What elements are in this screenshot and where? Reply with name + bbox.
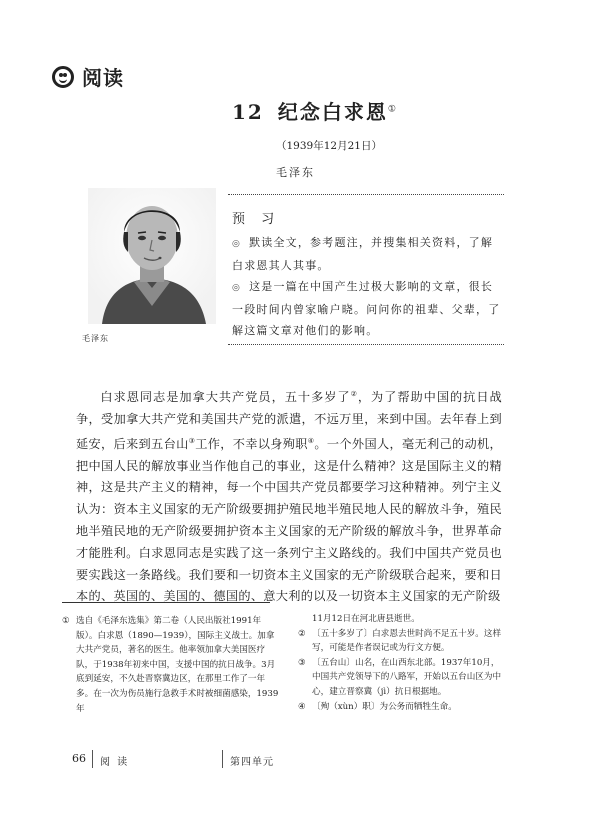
preview-item-text: 默读全文，参考题注，并搜集相关资料，了解白求恩其人其事。	[232, 236, 494, 272]
footnote-entry	[298, 627, 508, 656]
footnote-entry	[62, 614, 282, 716]
date-line: （1939年12月21日）	[276, 140, 382, 152]
preview-item-2	[232, 276, 502, 341]
author-name: 毛泽东	[276, 166, 315, 179]
footnote-text: 〔五台山〕山名，在山西东北部。1937年10月，中国共产党领导下的八路军，开始以五台山区为中心，建立晋察冀（jì）抗日根据地。	[312, 657, 502, 697]
preview-top-dotted-rule	[228, 194, 504, 195]
section-header	[52, 62, 124, 91]
lesson-number: 12	[232, 100, 264, 124]
footnote-mark: ④	[298, 701, 306, 712]
body-paragraph: 白求恩同志是加拿大共产党员，五十多岁了②，为了帮助中国的抗日战争，受加拿大共产党和美国共产党的派遣，不远万里，来到中国。去年春上到延安，后来到五台山③工作，不幸以身殉职④。一个外国人，毫无利己的动机，把中国人民的解放事业当作他自己的事业，这是什么精神？这是国际主义的精神，这是共产主义的精神，每一个中国共产党员都要学习这种精神。列宁主义认为：资本主义国家的无产阶级要拥护殖民地半殖民地人民的解放斗争，殖民地半殖民地的无产阶级要拥护资本主义国家的无产阶级的解放斗争，世界革命才能胜利。白求恩同志是实践了这一条列宁主义路线的。我们中国共产党员也要实践这一条路线。我们要和一切资本主义国家的无产阶级联合起来，要和日本的、英国的、美国的、德国的、意大利的以及一切资本主义国家的无产阶级	[76, 390, 503, 604]
footnote-entry	[298, 700, 508, 715]
bullet-icon: ◎	[232, 239, 242, 249]
footnote-entry	[298, 656, 508, 700]
footer-section-label: 阅 读	[100, 757, 130, 768]
footnote-text: 11月12日在河北唐县逝世。	[312, 614, 420, 624]
preview-item-1	[232, 232, 502, 276]
footer-separator	[92, 750, 93, 768]
page-number: 66	[72, 752, 86, 765]
footnote-text: 〔殉（xùn）职〕为公务而牺牲生命。	[312, 701, 457, 712]
bullet-icon: ◎	[232, 283, 242, 293]
portrait-image	[88, 188, 216, 324]
title-footnote-mark: ①	[387, 104, 398, 115]
footnote-ref: ②	[350, 390, 358, 398]
lesson-title-text: 纪念白求恩	[277, 100, 388, 124]
footnote-text: 〔五十多岁了〕白求恩去世时尚不足五十岁。这样写，可能是作者误记或为行文方便。	[312, 628, 502, 654]
preview-bottom-dotted-rule	[228, 344, 504, 345]
preview-heading: 预 习	[232, 212, 281, 227]
footnote-ref: ④	[307, 436, 315, 445]
footnote-ref: ③	[188, 436, 196, 445]
section-label: 阅读	[82, 66, 124, 90]
footnotes-right-column	[298, 612, 508, 714]
smiley-icon	[52, 66, 74, 88]
footer-separator	[222, 750, 223, 768]
footnotes-left-column	[62, 614, 282, 716]
portrait-caption: 毛泽东	[82, 334, 109, 343]
footer-unit-label: 第四单元	[230, 757, 274, 768]
preview-item-text: 这是一篇在中国产生过极大影响的文章，很长一段时间内曾家喻户晓。问问你的祖辈、父辈，了解这篇文章对他们的影响。	[232, 280, 501, 337]
footnote-mark	[298, 612, 312, 627]
footnote-mark: ①	[62, 616, 70, 626]
lesson-title	[232, 96, 398, 125]
footnote-mark: ②	[298, 628, 306, 639]
footnote-entry	[298, 612, 508, 627]
footnote-rule	[62, 602, 270, 603]
footnote-text: 选自《毛泽东选集》第二卷（人民出版社1991年版）。白求恩（1890—1939），国际主义战士。加拿大共产党员，著名的医生。他率领加拿大美国医疗队，于1938年初来中国，支援中国的抗日战争。3月底到延安，不久赴晋察冀边区，在那里工作了一年多。在一次为伤员施行急救手术时被细菌感染，1939年	[76, 616, 279, 714]
footnote-mark: ③	[298, 657, 306, 668]
